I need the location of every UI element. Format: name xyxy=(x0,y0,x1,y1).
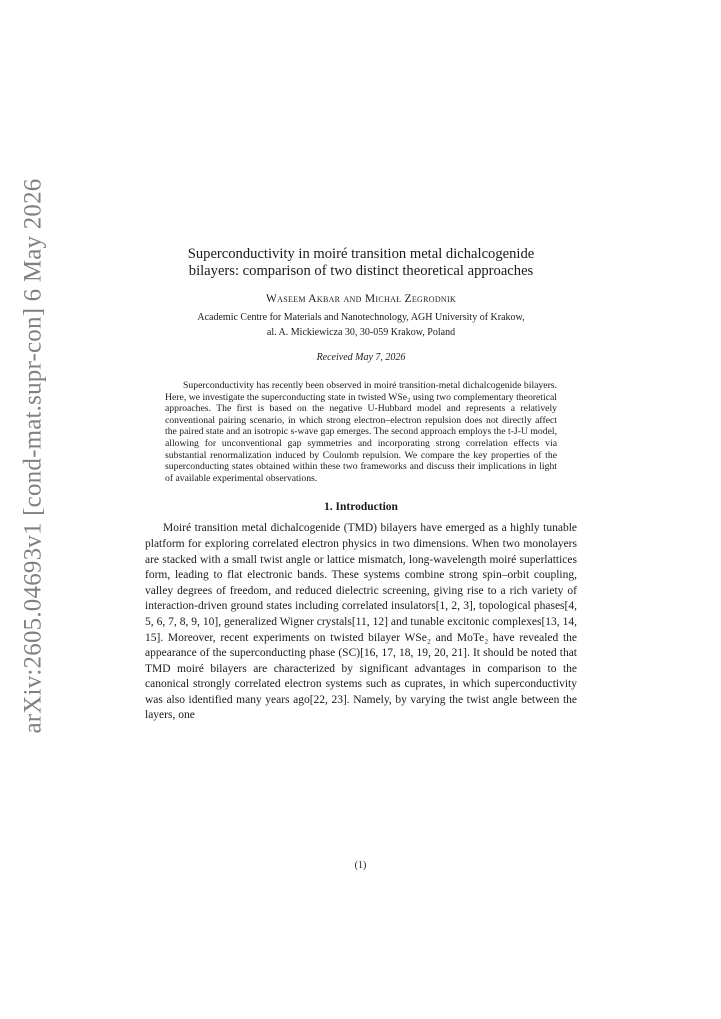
paper-title-line-1: Superconductivity in moiré transition metal dichalcogenide xyxy=(187,246,535,262)
paper-title-line-2: bilayers: comparison of two distinct theoretical approaches xyxy=(188,262,534,279)
page-number: (1) xyxy=(354,860,367,871)
author-affiliation xyxy=(145,311,577,340)
received-date: Received May 7, 2026 xyxy=(316,352,406,363)
arxiv-identifier-stamp xyxy=(8,178,60,734)
author-list: Waseem Akbar and Michał Zegrodnik xyxy=(265,293,457,305)
paper-title xyxy=(145,246,577,279)
section-heading-introduction: 1. Introduction xyxy=(324,501,398,514)
arxiv-identifier-text: arXiv:2605.04693v1 [cond-mat.supr-con] 6 May 2026 xyxy=(20,178,47,734)
abstract-text: Superconductivity has recently been observed in moiré transition-metal dichalcogenide bilayers. Here, we investigate the superconducting state in twisted WSe₂ using two complementary theoretical approaches. The first is based on the negative U-Hubbard model and represents a relatively conventional pairing scenario, in which strong electron–electron repulsion does not directly affect the paired state and an isotropic s-wave gap emerges. The second approach employs the t-J-U model, allowing for unconventional gap symmetries and incorporating strong correlation effects via substantial renormalization induced by Coulomb repulsion. We compare the key properties of the superconducting states obtained within these two frameworks and discuss their implications in light of available experimental observations. xyxy=(165,380,557,484)
affiliation-line-2: al. A. Mickiewicza 30, 30-059 Krakow, Poland xyxy=(266,326,456,338)
paper-first-page xyxy=(145,246,577,736)
affiliation-line-1: Academic Centre for Materials and Nanotechnology, AGH University of Krakow, xyxy=(197,312,525,323)
introduction-paragraph: Moiré transition metal dichalcogenide (TMD) bilayers have emerged as a highly tunable platform for exploring correlated electron physics in two dimensions. When two monolayers are stacked with a small twist angle or lattice mismatch, long-wavelength moiré superlattices form, leading to flat electronic bands. These systems combine strong spin–orbit coupling, valley degrees of freedom, and reduced dielectric screening, giving rise to a rich variety of interaction-driven ground states including correlated insulators[1, 2, 3], topological phases[4, 5, 6, 7, 8, 9, 10], generalized Wigner crystals[11, 12] and tunable excitonic complexes[13, 14, 15]. Moreover, recent experiments on twisted bilayer WSe₂ and MoTe₂ have revealed the appearance of the superconducting phase (SC)[16, 17, 18, 19, 20, 21]. It should be noted that TMD moiré bilayers are characterized by significant advantages in comparison to the canonical strongly correlated electron systems such as cuprates, in which superconductivity was also identified many years ago[22, 23]. Namely, by varying the twist angle between the layers, one xyxy=(145,522,577,722)
